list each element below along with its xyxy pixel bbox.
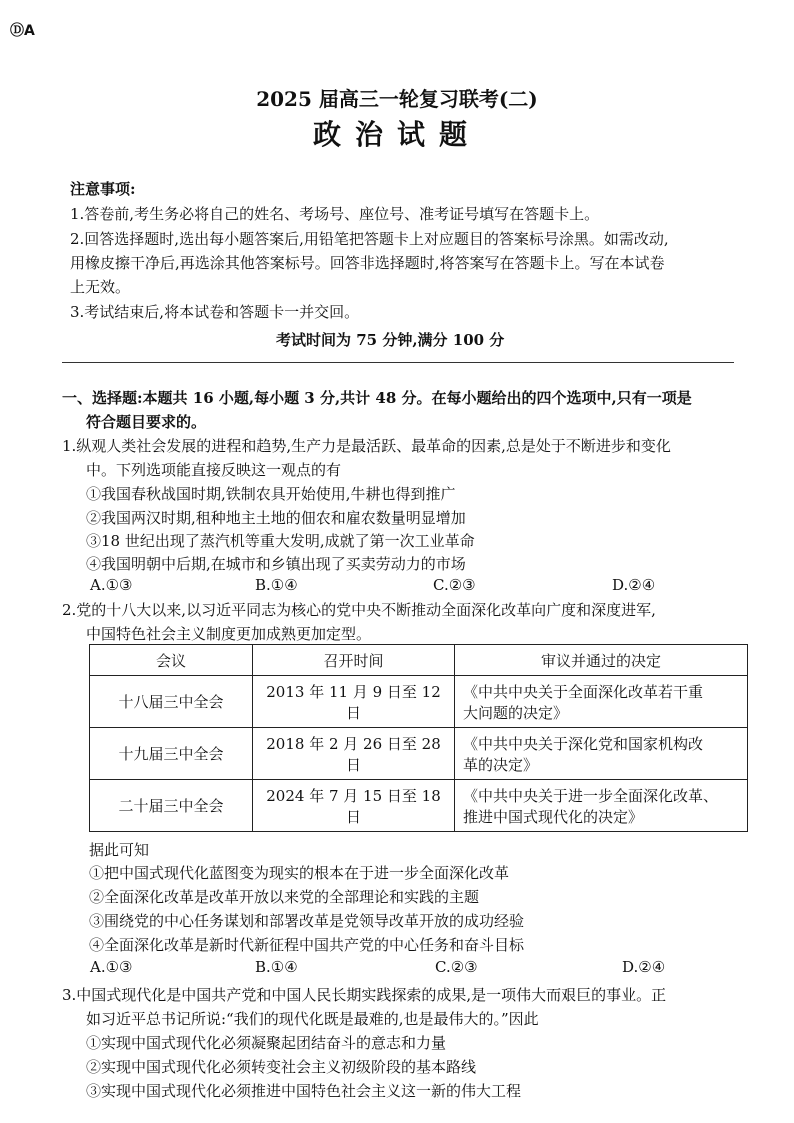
- decision-line: 大问题的决定》: [463, 703, 569, 722]
- exam-time-info: 考试时间为 75 分钟,满分 100 分: [276, 331, 505, 349]
- q2-option-d: D.②④: [622, 958, 666, 976]
- notice-line-4: 上无效。: [70, 278, 131, 296]
- table-header-cell: 会议: [90, 645, 253, 676]
- table-cell-decision: [455, 728, 748, 780]
- q1-item-3: ③18 世纪出现了蒸汽机等重大发明,成就了第一次工业革命: [86, 532, 475, 550]
- subject-title: 政治试题: [312, 118, 481, 151]
- table-header-cell: 审议并通过的决定: [455, 645, 748, 676]
- decision-line: 《中共中央关于全面深化改革若干重: [463, 682, 704, 701]
- notice-line-2: 2.回答选择题时,选出每小题答案后,用铅笔把答题卡上对应题目的答案标号涂黑。如需改动,: [70, 230, 669, 248]
- decision-line: 《中共中央关于进一步全面深化改革、: [463, 786, 719, 805]
- q3-item-3: ③实现中国式现代化必须推进中国特色社会主义这一新的伟大工程: [86, 1082, 522, 1100]
- q2-lead: 据此可知: [89, 841, 150, 859]
- q2-option-b: B.①④: [255, 958, 298, 976]
- table-header-row: [90, 645, 748, 676]
- table-cell-date: 2013 年 11 月 9 日至 12 日: [253, 676, 455, 728]
- q3-stem-line-2: 如习近平总书记所说:“我们的现代化既是最难的,也是最伟大的。”因此: [86, 1010, 539, 1028]
- q1-option-c: C.②③: [433, 576, 476, 594]
- table-cell-date: 2024 年 7 月 15 日至 18 日: [253, 780, 455, 832]
- plenary-sessions-table: [89, 644, 748, 832]
- decision-line: 革的决定》: [463, 755, 539, 774]
- exam-title: 2025 届高三一轮复习联考(二): [256, 87, 538, 111]
- notice-line-3: 用橡皮擦干净后,再选涂其他答案标号。回答非选择题时,将答案写在答题卡上。写在本试卷: [70, 254, 665, 272]
- q2-option-c: C.②③: [435, 958, 478, 976]
- table-cell-meeting: 十九届三中全会: [90, 728, 253, 780]
- q2-stem-line-2: 中国特色社会主义制度更加成熟更加定型。: [86, 625, 372, 643]
- table-cell-meeting: 十八届三中全会: [90, 676, 253, 728]
- q1-item-4: ④我国明朝中后期,在城市和乡镇出现了买卖劳动力的市场: [86, 555, 466, 573]
- q1-option-d: D.②④: [612, 576, 656, 594]
- notice-heading: 注意事项:: [70, 180, 136, 198]
- notice-line-5: 3.考试结束后,将本试卷和答题卡一并交回。: [70, 303, 360, 321]
- table-cell-decision: [455, 676, 748, 728]
- q1-stem-line-1: 1.纵观人类社会发展的进程和趋势,生产力是最活跃、最革命的因素,总是处于不断进步和变化: [62, 437, 671, 455]
- q2-item-4: ④全面深化改革是新时代新征程中国共产党的中心任务和奋斗目标: [89, 936, 525, 954]
- table-cell-meeting: 二十届三中全会: [90, 780, 253, 832]
- q1-item-1: ①我国春秋战国时期,铁制农具开始使用,牛耕也得到推广: [86, 485, 456, 503]
- q1-item-2: ②我国两汉时期,租种地主土地的佃农和雇农数量明显增加: [86, 509, 466, 527]
- divider: [62, 362, 734, 363]
- table-row: [90, 676, 748, 728]
- q2-option-a: A.①③: [90, 958, 133, 976]
- section-heading-line-2: 符合题目要求的。: [86, 413, 207, 431]
- q1-option-a: A.①③: [90, 576, 133, 594]
- q2-stem-line-1: 2.党的十八大以来,以习近平同志为核心的党中央不断推动全面深化改革向广度和深度进军,: [62, 601, 656, 619]
- corner-mark: ⒹA: [10, 23, 35, 39]
- q3-item-1: ①实现中国式现代化必须凝聚起团结奋斗的意志和力量: [86, 1034, 447, 1052]
- q2-item-3: ③围绕党的中心任务谋划和部署改革是党领导改革开放的成功经验: [89, 912, 525, 930]
- table-cell-decision: [455, 780, 748, 832]
- section-heading-line-1: 一、选择题:本题共 16 小题,每小题 3 分,共计 48 分。在每小题给出的四个选项中,只有一项是: [62, 389, 692, 407]
- q3-item-2: ②实现中国式现代化必须转变社会主义初级阶段的基本路线: [86, 1058, 477, 1076]
- q2-item-1: ①把中国式现代化蓝图变为现实的根本在于进一步全面深化改革: [89, 864, 510, 882]
- table-header-cell: 召开时间: [253, 645, 455, 676]
- q1-option-b: B.①④: [255, 576, 298, 594]
- decision-line: 《中共中央关于深化党和国家机构改: [463, 734, 704, 753]
- q3-stem-line-1: 3.中国式现代化是中国共产党和中国人民长期实践探索的成果,是一项伟大而艰巨的事业。正: [62, 986, 667, 1004]
- notice-line-1: 1.答卷前,考生务必将自己的姓名、考场号、座位号、准考证号填写在答题卡上。: [70, 205, 600, 223]
- decision-line: 推进中国式现代化的决定》: [463, 807, 644, 826]
- table-row: [90, 780, 748, 832]
- q1-stem-line-2: 中。下列选项能直接反映这一观点的有: [86, 461, 342, 479]
- table-cell-date: 2018 年 2 月 26 日至 28 日: [253, 728, 455, 780]
- table-row: [90, 728, 748, 780]
- q2-item-2: ②全面深化改革是改革开放以来党的全部理论和实践的主题: [89, 888, 480, 906]
